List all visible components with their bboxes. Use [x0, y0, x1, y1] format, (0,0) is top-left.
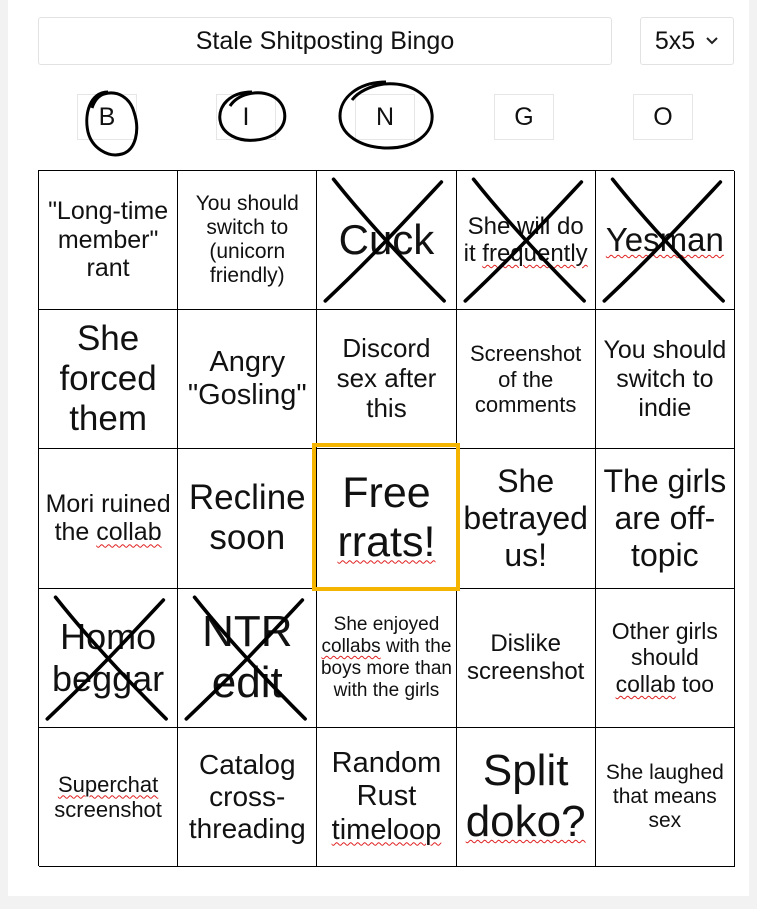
- bingo-cell[interactable]: [457, 310, 596, 449]
- letter-g-button[interactable]: [494, 94, 554, 140]
- bingo-cell-label: Homo beggar: [52, 616, 165, 699]
- bingo-cell-label: Mori ruined the collab: [45, 489, 171, 547]
- bingo-cell[interactable]: [178, 310, 317, 449]
- bingo-cell[interactable]: [39, 728, 178, 867]
- letter-i-label: I: [242, 102, 250, 131]
- bingo-cell[interactable]: [39, 171, 178, 310]
- bingo-cell-label: Superchat screenshot: [54, 771, 162, 822]
- bingo-cell[interactable]: [39, 310, 178, 449]
- bingo-cell-label: She enjoyed collabs with the boys more than with the girls: [320, 613, 452, 701]
- letter-n-button[interactable]: [355, 94, 415, 140]
- bingo-cell[interactable]: [596, 310, 735, 449]
- bingo-cell[interactable]: [596, 728, 735, 867]
- bingo-cell-label: You should switch to indie: [603, 336, 727, 422]
- bingo-cell[interactable]: [317, 171, 456, 310]
- bingo-cell[interactable]: [457, 449, 596, 588]
- bingo-cell-label: She forced them: [59, 318, 157, 439]
- bingo-cell-label: "Long-time member" rant: [48, 196, 169, 283]
- letter-b-label: B: [98, 102, 116, 131]
- letter-g-label: G: [514, 102, 534, 131]
- bingo-cell-label: Cuck: [338, 215, 435, 263]
- bingo-cell[interactable]: [596, 171, 735, 310]
- bingo-cell-label: Split doko?: [465, 746, 586, 846]
- letter-b-button[interactable]: [77, 94, 137, 140]
- bingo-cell-label: Dislike screenshot: [466, 630, 585, 685]
- letter-n-label: N: [375, 102, 395, 131]
- size-select[interactable]: [640, 17, 734, 65]
- size-select-value: 5x5: [654, 26, 696, 55]
- bingo-cell-label: She will do it frequently: [463, 212, 588, 268]
- bingo-cell-label: Discord sex after this: [336, 333, 437, 424]
- bingo-cell-label: Random Rust timeloop: [331, 746, 442, 846]
- bingo-cell-label: NTR edit: [202, 607, 293, 707]
- bingo-cell-free[interactable]: [317, 449, 456, 588]
- bingo-cell[interactable]: [457, 171, 596, 310]
- chevron-down-icon: [705, 36, 719, 46]
- bingo-cell-label: Recline soon: [188, 478, 306, 558]
- bingo-cell[interactable]: [317, 310, 456, 449]
- bingo-cell[interactable]: [596, 589, 735, 728]
- title-input[interactable]: [38, 17, 612, 65]
- bingo-cell[interactable]: [317, 728, 456, 867]
- letter-o-button[interactable]: [633, 94, 693, 140]
- bingo-cell[interactable]: [178, 171, 317, 310]
- bingo-cell[interactable]: [39, 589, 178, 728]
- bingo-cell[interactable]: [457, 589, 596, 728]
- bingo-cell-label: Yesman: [605, 221, 724, 259]
- bingo-cell-label: Other girls should collab too: [611, 618, 718, 697]
- bingo-cell[interactable]: [178, 449, 317, 588]
- letter-i-button[interactable]: [216, 94, 276, 140]
- bingo-cell[interactable]: [39, 449, 178, 588]
- letter-o-label: O: [653, 102, 673, 131]
- bingo-cell-label: Catalog cross-threading: [188, 748, 306, 844]
- bingo-cell[interactable]: [317, 589, 456, 728]
- bingo-grid: [38, 170, 734, 866]
- bingo-cell-label: The girls are off-topic: [603, 463, 727, 573]
- bingo-cell-label: She laughed that means sex: [605, 760, 724, 832]
- bingo-cell-label: Angry "Gosling": [187, 345, 307, 412]
- bingo-cell-label: You should switch to (unicorn friendly): [195, 191, 299, 288]
- bingo-cell[interactable]: [178, 589, 317, 728]
- bingo-cell-label: Screenshot of the comments: [470, 341, 582, 417]
- bingo-cell[interactable]: [596, 449, 735, 588]
- bingo-cell-label: Free rrats!: [337, 469, 436, 567]
- bingo-cell[interactable]: [457, 728, 596, 867]
- bingo-cell[interactable]: [178, 728, 317, 867]
- bingo-cell-label: She betrayed us!: [463, 463, 588, 573]
